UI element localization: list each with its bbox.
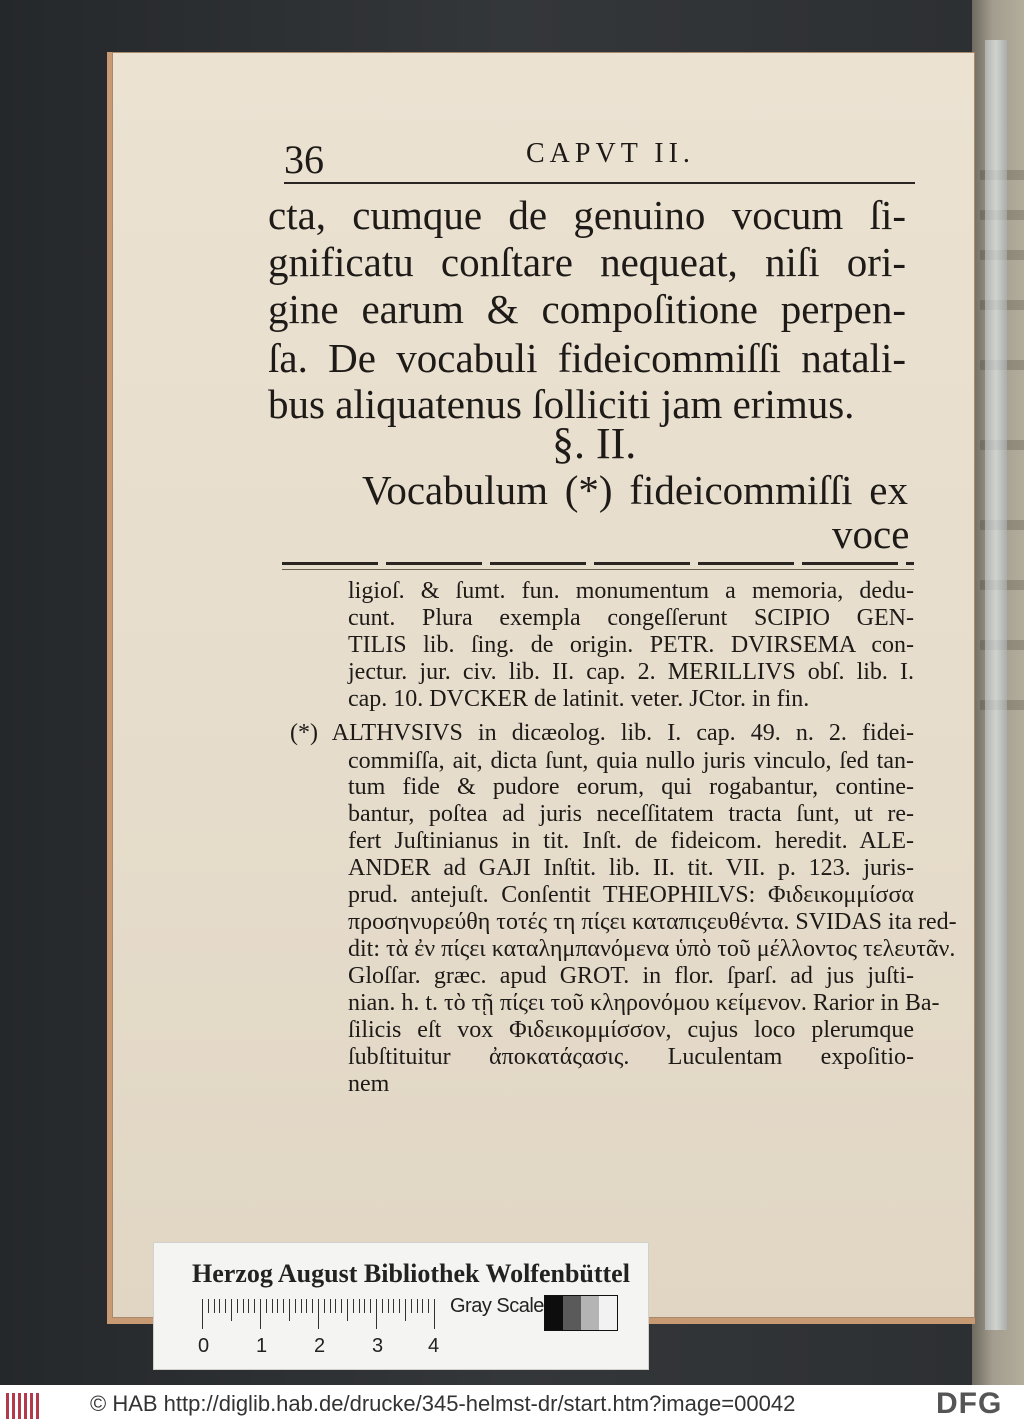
ruler-tick — [324, 1299, 325, 1313]
ruler-tick — [214, 1299, 215, 1313]
ruler-tick — [341, 1299, 342, 1313]
ruler-tick — [422, 1299, 423, 1313]
footnote-line: προσηνυρεύθη τοτές τη πίςει καταπιςευθέντα. SVIDAS ita red- — [348, 909, 957, 935]
dfg-logo: DFG — [936, 1387, 1003, 1420]
gray-scale-swatches — [544, 1295, 618, 1331]
ruler-tick — [225, 1299, 226, 1313]
page-number: 36 — [284, 137, 324, 182]
ruler-tick — [231, 1299, 232, 1321]
ruler-tick — [266, 1299, 267, 1313]
footnote-line: dit: τὰ ἐν πίςει καταλημπανόμενα ὑπὸ τοῦ μέλλοντος τελευτᾶν. — [348, 936, 956, 962]
ruler-tick — [376, 1299, 377, 1329]
main-text-line: cta, cumque de genuino vocum ſi- — [268, 192, 906, 238]
hab-logo-icon — [6, 1393, 42, 1419]
running-head: CAPVT II. — [526, 138, 695, 169]
ruler-tick — [295, 1299, 296, 1313]
main-text-line: gine earum & compoſitione perpen- — [268, 286, 906, 332]
footnote-line: tum fide & pudore eorum, qui rogabantur, contine- — [348, 774, 914, 800]
footnote-line: cunt. Plura exempla congeſſerunt SCIPIO GEN- — [348, 605, 914, 631]
footnote-line: ligioſ. & ſumt. fun. monumentum a memoria, dedu- — [348, 578, 914, 604]
gray-scale-label: Gray Scale — [450, 1295, 544, 1317]
ruler-tick — [405, 1299, 406, 1321]
ruler-label: 2 — [314, 1335, 326, 1357]
ruler-tick — [254, 1299, 255, 1313]
ruler-tick — [382, 1299, 383, 1313]
ruler-tick — [370, 1299, 371, 1313]
ruler-tick — [243, 1299, 244, 1313]
ruler-label: 4 — [428, 1335, 440, 1357]
main-text-line: ſa. De vocabuli fideicommiſſi natali- — [268, 335, 906, 381]
ruler-tick — [306, 1299, 307, 1313]
footnote-line: jectur. jur. civ. lib. II. cap. 2. MERILLIVS obſ. lib. I. — [348, 659, 914, 685]
gray-swatch — [599, 1296, 617, 1330]
ruler-tick — [312, 1299, 313, 1313]
ruler-label: 3 — [372, 1335, 384, 1357]
footnote-line: TILIS lib. ſing. de origin. PETR. DVIRSEMA con- — [348, 632, 914, 658]
footnote-line: bantur, poſtea ad juris neceſſitatem tracta ſunt, ut re- — [348, 801, 914, 827]
ruler-tick — [359, 1299, 360, 1313]
library-name: Herzog August Bibliothek Wolfenbüttel — [192, 1259, 630, 1288]
footnote-line: prud. antejuſt. Conſentit THEOPHILVS: Φιδεικομμίσσα — [348, 882, 914, 908]
ruler-tick — [428, 1299, 429, 1313]
ruler-label: 1 — [256, 1335, 268, 1357]
ruler-tick — [330, 1299, 331, 1313]
ruler-tick — [318, 1299, 319, 1329]
section-text-line: voce — [832, 511, 910, 557]
gray-swatch — [545, 1296, 563, 1330]
main-text-line: gnificatu conſtare nequeat, niſi ori- — [268, 239, 906, 285]
ruler-tick — [202, 1299, 203, 1329]
ruler-tick — [283, 1299, 284, 1313]
book-page — [107, 52, 975, 1324]
ruler-tick — [393, 1299, 394, 1313]
header-rule — [284, 182, 915, 184]
ruler-scale — [202, 1299, 440, 1329]
ruler-tick — [208, 1299, 209, 1313]
section-heading: §. II. — [552, 419, 637, 468]
ruler-tick — [301, 1299, 302, 1313]
footnote-line: fert Juſtinianus in tit. Inſt. de fideicom. heredit. ALE- — [348, 828, 914, 854]
footnote-line: ſilicis eſt vox Φιδεικομμίσσον, cujus loco plerumque — [348, 1017, 914, 1043]
footnote-line: cap. 10. DVCKER de latinit. veter. JCtor. in fin. — [348, 686, 810, 712]
section-text-line: Vocabulum (*) fideicommiſſi ex — [362, 467, 908, 513]
ruler-tick — [411, 1299, 412, 1313]
footnote-line: nem — [348, 1071, 390, 1097]
ruler-tick — [347, 1299, 348, 1321]
ruler-tick — [277, 1299, 278, 1313]
ruler-label: 0 — [198, 1335, 210, 1357]
ruler-tick — [272, 1299, 273, 1313]
ruler-tick — [364, 1299, 365, 1313]
gray-swatch — [581, 1296, 599, 1330]
ruler-tick — [399, 1299, 400, 1313]
ruler-tick — [388, 1299, 389, 1313]
footnote-line: nian. h. t. τὸ τῇ πίςει τοῦ κληρονόμου κείμενον. Rarior in Ba- — [348, 990, 940, 1016]
color-scale-card — [153, 1242, 649, 1370]
footnote-line: (*) ALTHVSIVS in dicæolog. lib. I. cap. 49. n. 2. fidei- — [290, 720, 914, 746]
footnote-line: ſubſtituitur ἀποκατάςασις. Luculentam expoſitio- — [348, 1044, 914, 1070]
ruler-tick — [237, 1299, 238, 1313]
footnote-line: Gloſſar. græc. apud GROT. in flor. ſparſ. ad jus juſti- — [348, 963, 914, 989]
footnote-rule — [282, 562, 914, 565]
ruler-tick — [248, 1299, 249, 1313]
ruler-tick — [335, 1299, 336, 1313]
glass-plate-edge — [985, 40, 1007, 1330]
footnote-line: commiſſa, ait, dicta ſunt, quia nullo juris vinculo, ſed tan- — [348, 748, 914, 774]
main-text-line: bus aliquatenus ſolliciti jam erimus. — [268, 381, 855, 427]
gray-swatch — [563, 1296, 581, 1330]
copyright-link[interactable]: © HAB http://diglib.hab.de/drucke/345-helmst-dr/start.htm?image=00042 — [90, 1391, 796, 1416]
footnote-line: ANDER ad GAJI Inſtit. lib. II. tit. VII. p. 123. juris- — [348, 855, 914, 881]
ruler-tick — [219, 1299, 220, 1313]
ruler-tick — [417, 1299, 418, 1313]
footnote-rule-thin — [282, 569, 914, 570]
ruler-tick — [289, 1299, 290, 1321]
ruler-tick — [353, 1299, 354, 1313]
footer-bar — [0, 1385, 1024, 1426]
ruler-tick — [434, 1299, 435, 1329]
ruler-tick — [260, 1299, 261, 1329]
